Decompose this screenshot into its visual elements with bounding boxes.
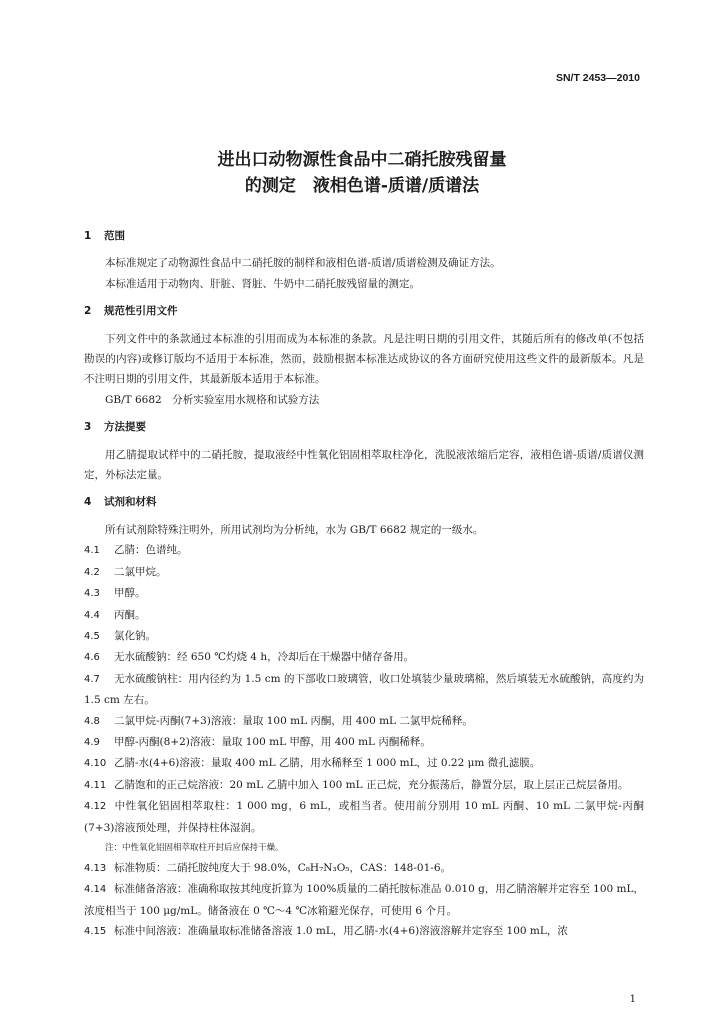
- item-number: 4.14: [84, 884, 107, 896]
- item-number: 4.11: [84, 779, 107, 791]
- item-text: 标准储备溶液：准确称取按其纯度折算为 100%质量的二硝托胺标准品 0.010 g，用乙腈溶解并定容至 100 mL，浓度相当于 100 μg/mL。储备液在 0 ℃～4 ℃冰箱避光保存，可使用 6 个月。: [84, 883, 644, 917]
- item-number: 4.9: [84, 736, 100, 748]
- item-text: 乙腈：色谱纯。: [114, 544, 188, 557]
- item-text: 乙腈饱和的正己烷溶液：20 mL 乙腈中加入 100 mL 正己烷，充分振荡后，静置分层，取上层正己烷层备用。: [114, 778, 629, 791]
- list-item: [84, 711, 644, 732]
- scope-paragraph-1: 本标准规定了动物源性食品中二硝托胺的制样和液相色谱-质谱/质谱检测及确证方法。: [105, 257, 501, 270]
- item-text: 无水硫酸钠柱：用内径约为 1.5 cm 的下部收口玻璃管，收口处填装少量玻璃棉，然后填装无水硫酸钠，高度约为 1.5 cm 左右。: [84, 672, 644, 707]
- item-text: 氯化钠。: [114, 629, 156, 642]
- item-text: 乙腈-水(4+6)溶液：量取 400 mL 乙腈，用水稀释至 1 000 mL，过 0.22 μm 微孔滤膜。: [114, 757, 541, 770]
- item-number: 4.4: [84, 609, 100, 621]
- page-number: 1: [629, 994, 636, 1005]
- document-title-line-2: 的测定 液相色谱-质谱/质谱法: [244, 176, 480, 196]
- item-text: 标准中间溶液：准确量取标准储备溶液 1.0 mL，用乙腈-水(4+6)溶液溶解并定容至 100 mL，浓: [114, 925, 568, 938]
- list-item: [84, 796, 644, 838]
- item-text: 标准物质：二硝托胺纯度大于 98.0%，C₈H₇N₃O₅，CAS：148-01-6。: [114, 861, 452, 874]
- item-number: 4.7: [84, 673, 100, 685]
- list-item: [84, 669, 644, 711]
- list-item: [84, 775, 644, 796]
- method-principle-paragraph: 用乙腈提取试样中的二硝托胺，提取液经中性氧化铝固相萃取柱净化，洗脱液浓缩后定容，液相色谱-质谱/质谱仪测定，外标法定量。: [84, 448, 644, 482]
- item-number: 4.13: [84, 862, 107, 874]
- item-number: 4.12: [84, 801, 107, 813]
- list-item: [84, 583, 644, 604]
- section-heading-reagents: 4 试剂和材料: [84, 496, 157, 509]
- item-text: 二氯甲烷。: [114, 565, 167, 578]
- list-item: [84, 605, 644, 626]
- list-item: [84, 879, 644, 921]
- item-number: 4.6: [84, 652, 100, 664]
- section-heading-method-principle: 3 方法提要: [84, 421, 146, 434]
- list-item: [84, 732, 644, 753]
- reagent-list: [84, 540, 644, 838]
- section-heading-normative-references: 2 规范性引用文件: [84, 305, 178, 318]
- item-number: 4.8: [84, 715, 100, 727]
- section-heading-scope: 1 范围: [84, 230, 125, 242]
- item-text: 二氯甲烷-丙酮(7+3)溶液：量取 100 mL 丙酮，用 400 mL 二氯甲烷稀释。: [114, 714, 473, 727]
- standard-code: SN/T 2453—2010: [555, 72, 640, 84]
- item-number: 4.15: [84, 926, 107, 938]
- item-number: 4.1: [84, 545, 100, 557]
- list-item: [84, 562, 644, 583]
- reagents-intro-paragraph: 所有试剂除特殊注明外，所用试剂均为分析纯，水为 GB/T 6682 规定的一级水。: [105, 523, 484, 536]
- item-number: 4.10: [84, 758, 107, 770]
- item-number: 4.3: [84, 588, 100, 600]
- note-text: 注：中性氧化铝固相萃取柱开封后应保持干燥。: [105, 842, 284, 853]
- item-text: 丙酮。: [114, 608, 146, 621]
- list-item: [84, 540, 644, 561]
- item-number: 4.5: [84, 630, 100, 642]
- item-text: 无水硫酸钠：经 650 ℃灼烧 4 h，冷却后在干燥器中储存备用。: [114, 651, 415, 664]
- item-text: 甲醇-丙酮(8+2)溶液：量取 100 mL 甲醇，用 400 mL 丙酮稀释。: [114, 735, 431, 748]
- list-item: [84, 753, 644, 774]
- list-item: [84, 921, 644, 942]
- item-number: 4.2: [84, 566, 100, 578]
- item-text: 中性氧化铝固相萃取柱：1 000 mg，6 mL，或相当者。使用前分别用 10 mL 丙酮、10 mL 二氯甲烷-丙酮(7+3)溶液预处理，并保持柱体湿润。: [84, 800, 644, 834]
- document-title-line-1: 进出口动物源性食品中二硝托胺残留量: [217, 150, 507, 170]
- references-paragraph: 下列文件中的条款通过本标准的引用而成为本标准的条款。凡是注明日期的引用文件，其随后所有的修改单(不包括勘误的内容)或修订版均不适用于本标准，然而，鼓励根据本标准达成协议的各方面研究使用这些文件的最新版本。凡是不注明日期的引用文件，其最新版本适用于本标准。: [84, 332, 644, 386]
- list-item: [84, 858, 644, 879]
- reference-gbt-6682: GB/T 6682 分析实验室用水规格和试验方法: [105, 393, 320, 406]
- scope-paragraph-2: 本标准适用于动物肉、肝脏、肾脏、牛奶中二硝托胺残留量的测定。: [105, 277, 420, 290]
- reagent-list-continued: [84, 858, 644, 943]
- item-text: 甲醇。: [114, 587, 146, 600]
- list-item: [84, 626, 644, 647]
- list-item: [84, 647, 644, 668]
- document-body: [84, 226, 644, 943]
